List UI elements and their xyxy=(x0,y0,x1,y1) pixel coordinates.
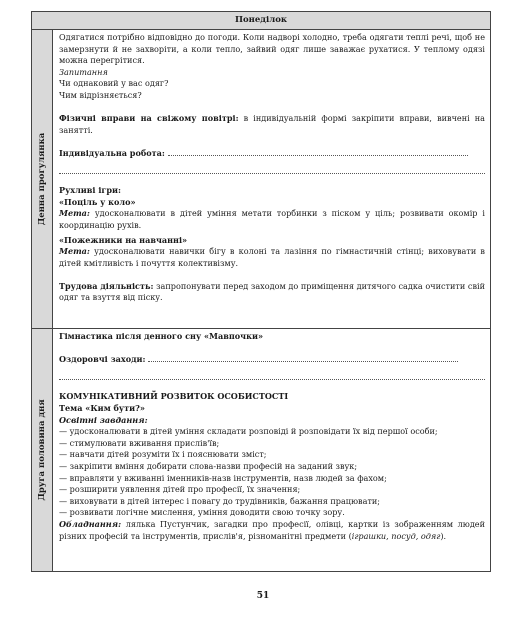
task-item: — удосконалювати в дітей уміння складати розповіді й розповідати їх від першої особи; xyxy=(59,426,438,437)
question-1: Чи однаковий у вас одяг? xyxy=(59,78,169,89)
task-item: — стимулювати вживання прислів'їв; xyxy=(59,437,220,448)
afternoon-content xyxy=(59,331,485,542)
individual-work xyxy=(59,148,485,160)
task-item: — закріпити вміння добирати слова-назви професій на заданий звук; xyxy=(59,460,358,471)
section-label-walk xyxy=(32,30,53,328)
game-1-title: «Поціль у коло» xyxy=(59,196,136,207)
task-item: — вправляти у вживанні іменників-назв інструментів, назв людей за фахом; xyxy=(59,472,387,483)
gymnastics-line: Гімнастика після денного сну «Мавпочки» xyxy=(59,331,264,341)
equipment-paragraph xyxy=(59,519,485,542)
equipment-label: Обладнання: xyxy=(59,518,122,529)
task-item: — навчати дітей розуміти їх і пояснювати зміст; xyxy=(59,449,267,460)
health-label: Оздоровчі заходи: xyxy=(59,354,146,365)
walk-content xyxy=(59,32,485,304)
health-activities xyxy=(59,354,485,366)
walk-intro: Одягатися потрібно відповідно до погоди. Коли надворі холодно, треба одягати теплі речі, щоб не замерзнути й не захворіти, а коли тепло, зайвий одяг лише заважає рухатися. У теплому одязі можна перегрітися. xyxy=(59,32,485,66)
individual-label: Індивідуальна робота: xyxy=(59,147,165,158)
section-label-afternoon-text: Друга половина дня xyxy=(37,399,47,501)
labor-paragraph xyxy=(59,281,485,304)
comm-title: КОМУНІКАТИВНИЙ РОЗВИТОК ОСОБИСТОСТІ xyxy=(59,391,289,402)
page-number: 51 xyxy=(256,591,270,601)
games-label: Рухливі ігри: xyxy=(59,185,122,196)
task-item: — виховувати в дітей інтерес і повагу до трудівників, бажання працювати; xyxy=(59,495,381,506)
individual-fill-line-2[interactable] xyxy=(59,163,485,174)
section-label-walk-text: Денна прогулянка xyxy=(37,132,47,226)
game-2-goal xyxy=(59,246,485,269)
day-header: Понеділок xyxy=(32,12,490,30)
game-2-title: «Пожежники на навчанні» xyxy=(59,234,188,245)
task-item: — розширити уявлення дітей про професії, їх значення; xyxy=(59,484,301,495)
exercise-paragraph xyxy=(59,113,485,136)
equipment-text: лялька Пустунчик, загадки про професії, олівці, картки із зображенням людей різних професій та інструментів, прислів'я, різноманітні предмети ( xyxy=(59,518,485,541)
game-2-goal-text: удосконалювати навички бігу в колоні та лазіння по гімнастичній стінці; виховувати в дітей кмітливість і почуття колективізму. xyxy=(59,246,485,268)
labor-label: Трудова діяльність: xyxy=(59,280,154,291)
labor-text: запропонувати перед заходом до приміщення дитячого садка очистити свій одяг та взуття від піску. xyxy=(59,280,485,303)
theme-line: Тема «Ким бути?» xyxy=(59,402,145,413)
goal-label: Мета: xyxy=(59,246,90,257)
question-2: Чим відрізняється? xyxy=(59,89,142,100)
game-1-goal-text: удосконалювати в дітей уміння метати торбинки з піском у ціль; розвивати окомір і координацію рухів. xyxy=(59,208,485,230)
individual-fill-line[interactable] xyxy=(168,155,468,156)
equipment-italic: іграшки, посуд, одяг xyxy=(351,530,441,541)
exercise-text: в індивідуальній формі закріпити вправи, вивчені на занятті. xyxy=(59,113,486,135)
game-1-goal xyxy=(59,208,485,231)
section-label-afternoon xyxy=(32,329,53,571)
tasks-label: Освітні завдання: xyxy=(59,414,148,425)
goal-label: Мета: xyxy=(59,208,90,219)
exercise-label: Фізичні вправи на свіжому повітрі: xyxy=(59,113,239,124)
equipment-end: ). xyxy=(440,530,447,541)
health-fill-line-2[interactable] xyxy=(59,369,485,380)
questions-label: Запитання xyxy=(59,66,108,77)
day-plan-table xyxy=(31,11,491,572)
section-divider xyxy=(32,328,490,329)
task-item: — розвивати логічне мислення, уміння доводити свою точку зору. xyxy=(59,507,345,518)
health-fill-line[interactable] xyxy=(148,361,458,362)
